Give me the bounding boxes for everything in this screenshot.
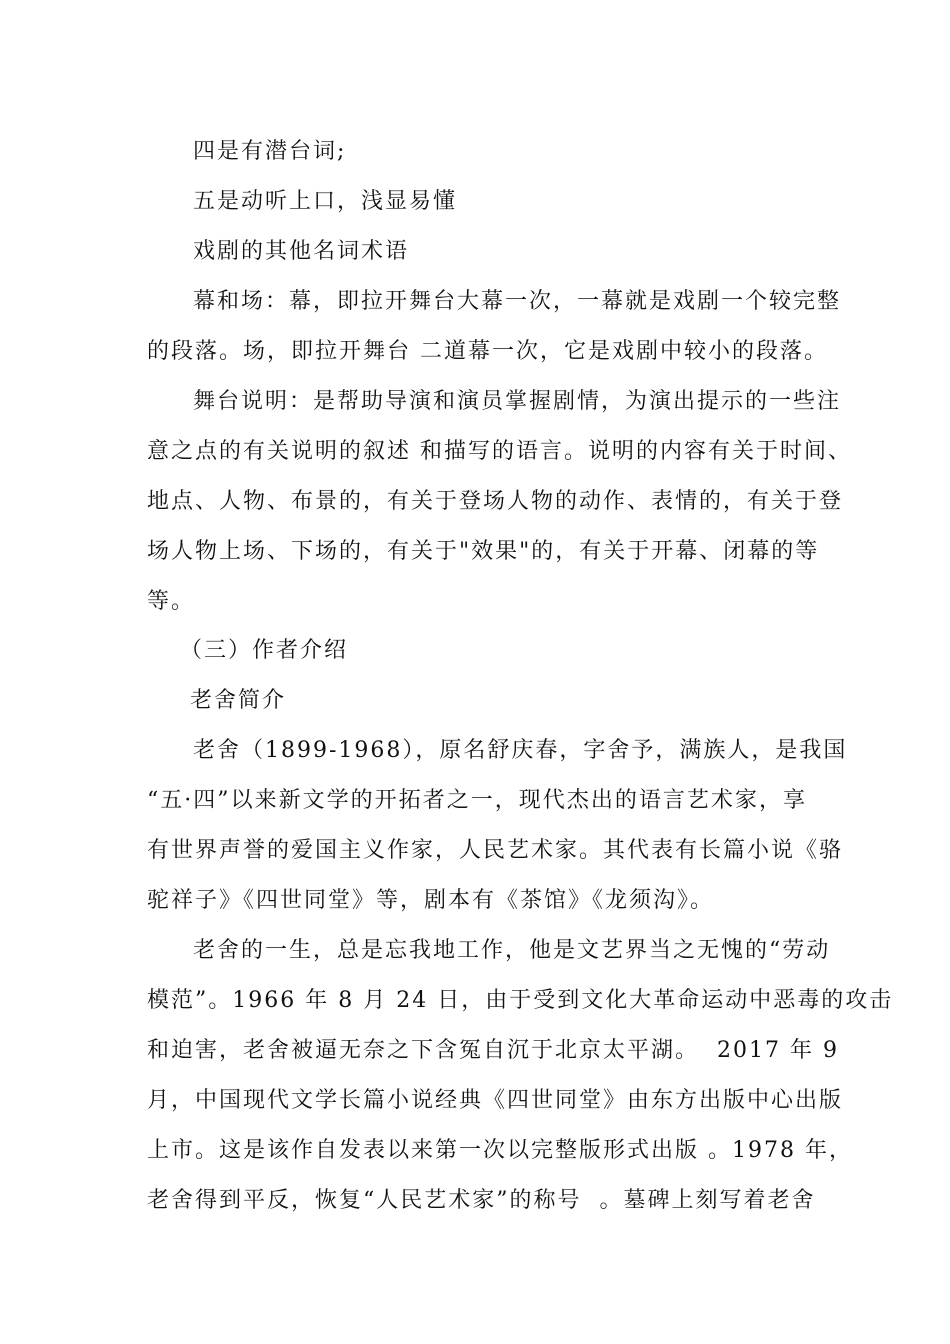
section-heading: 戏剧的其他名词术语	[193, 239, 410, 264]
text-line: 幕和场：幕，即拉开舞台大幕一次，一幕就是戏剧一个较完整	[193, 289, 842, 314]
text-line: 有世界声誉的爱国主义作家，人民艺术家。其代表有长篇小说《骆	[147, 838, 844, 863]
text-line: 舞台说明：是帮助导演和演员掌握剧情，为演出提示的一些注	[193, 389, 842, 414]
text-line: 五是动听上口，浅显易懂	[193, 189, 458, 214]
text-line: 老舍的一生，总是忘我地工作，他是文艺界当之无愧的“劳动	[193, 938, 831, 963]
text-line: 的段落。场，即拉开舞台 二道幕一次，它是戏剧中较小的段落。	[147, 339, 828, 364]
text-line: “五·四”以来新文学的开拓者之一，现代杰出的语言艺术家，享	[147, 788, 807, 813]
section-heading: （三）作者介绍	[180, 638, 349, 663]
text-line: 场人物上场、下场的，有关于"效果"的，有关于开幕、闭幕的等	[147, 539, 820, 564]
text-line: 月，中国现代文学长篇小说经典《四世同堂》由东方出版中心出版	[147, 1088, 844, 1113]
text-line: 意之点的有关说明的叙述 和描写的语言。说明的内容有关于时间、	[147, 439, 852, 464]
text-line: 老舍得到平反，恢复“人民艺术家”的称号 。墓碑上刻写着老舍	[147, 1188, 816, 1213]
text-line: 驼祥子》《四世同堂》等，剧本有《茶馆》《龙须沟》。	[147, 888, 715, 913]
text-line: 和迫害，老舍被逼无奈之下含冤自沉于北京太平湖。 2017 年 9	[147, 1038, 839, 1063]
text-line: 等。	[147, 589, 196, 614]
section-heading: 老舍简介	[190, 688, 287, 713]
text-line: 模范”。1966 年 8 月 24 日，由于受到文化大革命运动中恶毒的攻击	[147, 988, 894, 1013]
text-line: 地点、人物、布景的，有关于登场人物的动作、表情的，有关于登	[147, 489, 844, 514]
text-line: 老舍（1899-1968），原名舒庆春，字舍予，满族人，是我国	[193, 738, 848, 763]
text-line: 上市。这是该作自发表以来第一次以完整版形式出版 。1978 年，	[147, 1138, 853, 1163]
text-line: 四是有潜台词;	[193, 139, 347, 164]
